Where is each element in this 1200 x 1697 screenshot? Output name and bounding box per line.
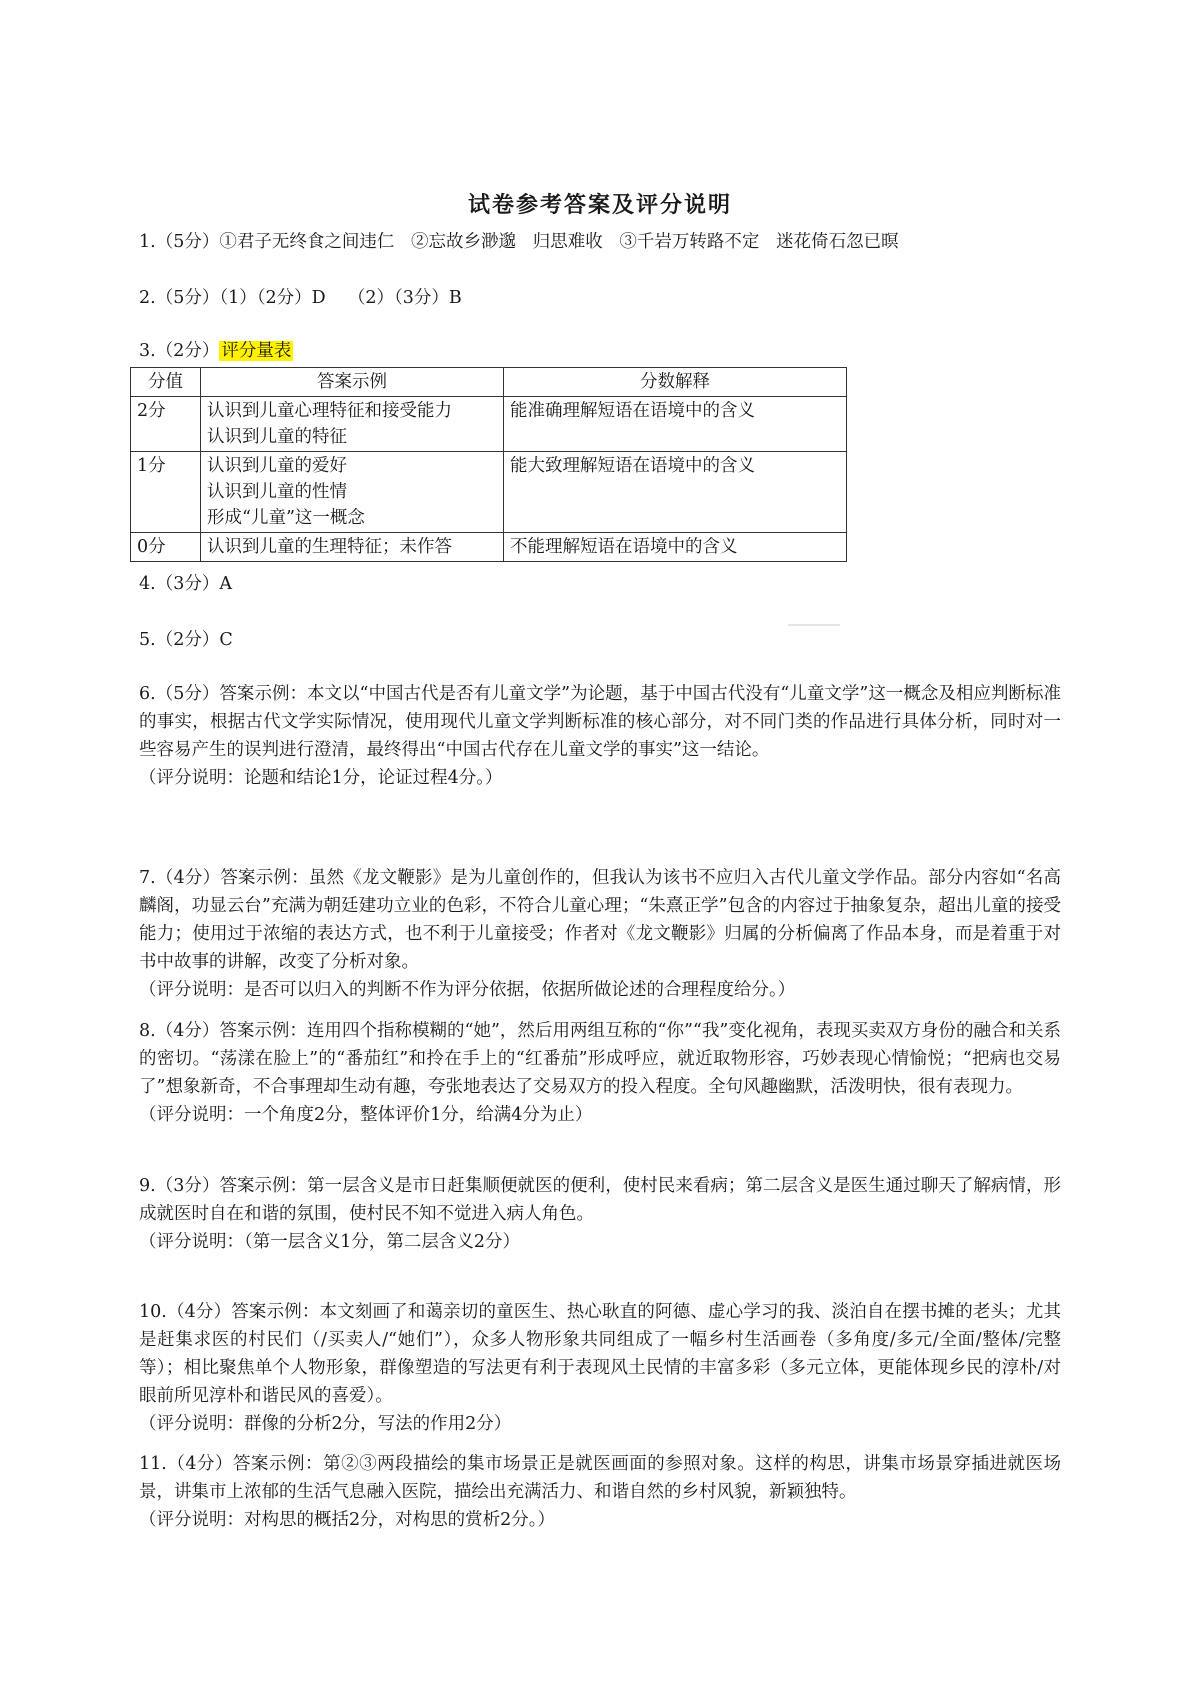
table-header-row xyxy=(131,368,847,397)
answer-1: 1.（5分）①君子无终食之间违仁 ②忘故乡渺邈 归思难收 ③千岩万转路不定 迷花倚石忽已暝 xyxy=(139,232,899,252)
answer-8 xyxy=(139,1017,1061,1129)
answer-10-scoring-note: （评分说明：群像的分析2分，写法的作用2分） xyxy=(139,1414,512,1434)
answer-8-scoring-note: （评分说明：一个角度2分，整体评价1分，给满4分为止） xyxy=(139,1105,593,1125)
table-row xyxy=(131,397,847,452)
answer-11 xyxy=(139,1450,1061,1534)
example-line: 认识到儿童的爱好 xyxy=(207,456,347,476)
row-examples xyxy=(201,397,504,452)
answer-6 xyxy=(139,680,1061,792)
answer-6-scoring-note: （评分说明：论题和结论1分，论证过程4分。） xyxy=(139,768,503,788)
answer-2: 2.（5分）（1）（2分）D （2）（3分）B xyxy=(139,288,462,308)
header-explain: 分数解释 xyxy=(504,368,847,397)
example-line: 认识到儿童的性情 xyxy=(207,482,347,502)
row-explain: 能大致理解短语在语境中的含义 xyxy=(504,452,847,533)
answer-4: 4.（3分）A xyxy=(139,574,232,594)
answer-9-text: 9.（3分）答案示例：第一层含义是市日赶集顺便就医的便利，使村民来看病；第二层含义是医生通过聊天了解病情，形成就医时自在和谐的氛围，使村民不知不觉进入病人角色。 xyxy=(139,1176,1061,1224)
answer-11-scoring-note: （评分说明：对构思的概括2分，对构思的赏析2分。） xyxy=(139,1510,556,1530)
answer-3-prefix: 3.（2分） xyxy=(139,341,220,361)
table-row xyxy=(131,533,847,562)
answer-7-text: 7.（4分）答案示例：虽然《龙文鞭影》是为儿童创作的，但我认为该书不应归入古代儿童文学作品。部分内容如“名高麟阁，功显云台”充满为朝廷建功立业的色彩，不符合儿童心理；“朱熹正学”包含的内容过于抽象复杂，超出儿童的接受能力；使用过于浓缩的表达方式，也不利于儿童接受；作者对《龙文鞭影》归属的分析偏离了作品本身，而是着重于对书中故事的讲解，改变了分析对象。 xyxy=(139,868,1061,972)
answer-9 xyxy=(139,1172,1061,1256)
row-score: 1分 xyxy=(131,452,201,533)
answer-7 xyxy=(139,864,1061,1004)
example-line: 认识到儿童的特征 xyxy=(207,427,347,447)
answer-3 xyxy=(139,337,1059,365)
answer-5: 5.（2分）C xyxy=(139,630,233,650)
row-examples xyxy=(201,452,504,533)
example-line: 形成“儿童”这一概念 xyxy=(207,508,365,528)
answer-10 xyxy=(139,1298,1061,1438)
example-line: 认识到儿童心理特征和接受能力 xyxy=(207,401,452,421)
example-line: 认识到儿童的生理特征；未作答 xyxy=(207,537,452,557)
table-row xyxy=(131,452,847,533)
answer-11-text: 11.（4分）答案示例：第②③两段描绘的集市场景正是就医画面的参照对象。这样的构思，讲集市场景穿插进就医场景，讲集市上浓郁的生活气息融入医院，描绘出充满活力、和谐自然的乡村风貌，新颖独特。 xyxy=(139,1454,1061,1502)
row-score: 0分 xyxy=(131,533,201,562)
answer-6-text: 6.（5分）答案示例：本文以“中国古代是否有儿童文学”为论题，基于中国古代没有“儿童文学”这一概念及相应判断标准的事实，根据古代文学实际情况，使用现代儿童文学判断标准的核心部分，对不同门类的作品进行具体分析，同时对一些容易产生的误判进行澄清，最终得出“中国古代存在儿童文学的事实”这一结论。 xyxy=(139,684,1061,760)
header-score: 分值 xyxy=(131,368,201,397)
answer-8-text: 8.（4分）答案示例：连用四个指称模糊的“她”，然后用两组互称的“你”“我”变化视角，表现买卖双方身份的融合和关系的密切。“荡漾在脸上”的“番茄红”和拎在手上的“红番茄”形成呼应，就近取物形容，巧妙表现心情愉悦；“把病也交易了”想象新奇，不合事理却生动有趣，夸张地表达了交易双方的投入程度。全句风趣幽默，活泼明快，很有表现力。 xyxy=(139,1021,1061,1097)
answer-10-text: 10.（4分）答案示例：本文刻画了和蔼亲切的童医生、热心耿直的阿德、虚心学习的我、淡泊自在摆书摊的老头；尤其是赶集求医的村民们（/买卖人/“她们”），众多人物形象共同组成了一幅乡村生活画卷（多角度/多元/全面/整体/完整等）；相比聚焦单个人物形象，群像塑造的写法更有利于表现风土民情的丰富多彩（多元立体，更能体现乡民的淳朴/对眼前所见淳朴和谐民风的喜爱）。 xyxy=(139,1302,1061,1406)
row-explain: 不能理解短语在语境中的含义 xyxy=(504,533,847,562)
scoring-rubric-table xyxy=(130,367,847,562)
row-examples xyxy=(201,533,504,562)
answer-7-scoring-note: （评分说明：是否可以归入的判断不作为评分依据，依据所做论述的合理程度给分。） xyxy=(139,980,796,1000)
page-title: 试卷参考答案及评分说明 xyxy=(467,193,732,218)
answer-9-scoring-note: （评分说明：（第一层含义1分，第二层含义2分） xyxy=(139,1232,521,1252)
row-explain: 能准确理解短语在语境中的含义 xyxy=(504,397,847,452)
header-examples: 答案示例 xyxy=(201,368,504,397)
row-score: 2分 xyxy=(131,397,201,452)
highlighted-rubric-label: 评分量表 xyxy=(221,341,292,361)
